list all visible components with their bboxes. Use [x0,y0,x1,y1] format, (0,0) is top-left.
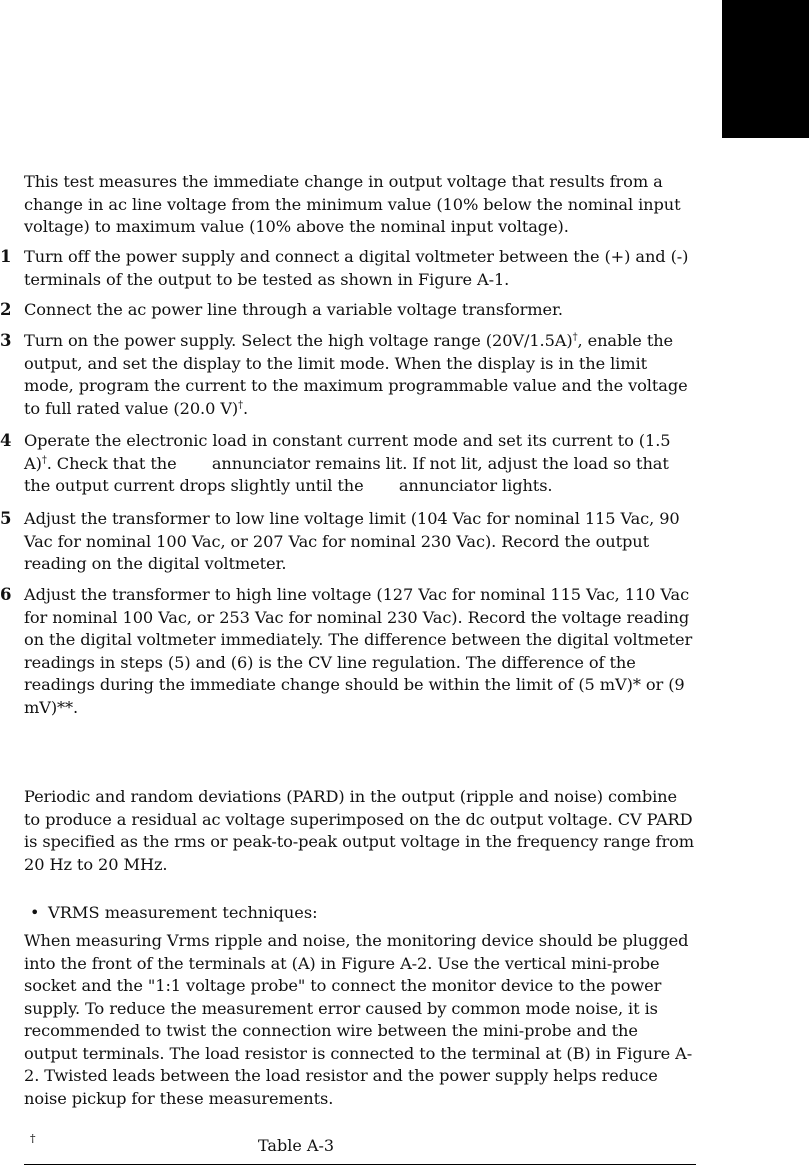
bullet-label: VRMS measurement techniques: [48,903,318,922]
bullet-icon: • [30,903,40,922]
step-3-text-part-c: . [243,398,249,418]
step-4-text-part-b: . Check that the annunciator remains lit. If not lit, adjust the load so that the output current drops slightly until the annunciator lights. [24,453,674,495]
step-1-text: Turn off the power supply and connect a digital voltmeter between the (+) and (-) terminals of the output to be tested as shown in Figure A-1. [24,247,689,289]
step-2-number: 2 [0,300,12,319]
step-6-text: Adjust the transformer to high line voltage (127 Vac for nominal 115 Vac, 110 Vac for nominal 100 Vac, or 253 Vac for nominal 230 Vac). Record the voltage reading on the digital voltmeter immediately. The difference between the digital voltmeter readings in steps (5) and (6) is the CV line regulation. The difference of the readings during the immediate change should be within the limit of (5 mV)* or (9 mV)**. [24,585,693,717]
dagger-mark: † [572,332,578,343]
section-tab-marker [722,0,809,138]
dagger-mark: † [41,454,47,466]
vrms-paragraph: When measuring Vrms ripple and noise, the monitoring device should be plugged into the front of the terminals at (A) in Figure A-2. Use the vertical mini-probe socket and the "1:1 voltage probe" to connect the monitor device to the power supply. To reduce the measurement error caused by common mode noise, it is recommended to twist the connection wire between the mini-probe and the output terminals. The load resistor is connected to the terminal at (B) in Figure A-2. Twisted leads between the load resistor and the power supply helps reduce noise pickup for these measurements. [24,931,693,1108]
step-1-number: 1 [0,247,12,266]
table-reference: Table A-3 [258,1136,335,1155]
pard-paragraph: Periodic and random deviations (PARD) in the output (ripple and noise) combine to produce a residual ac voltage superimposed on the dc output voltage. CV PARD is specified as the rms or peak-to-peak output voltage in the frequency range from 20 Hz to 20 MHz. [24,787,694,874]
step-3-text-part-b: , enable the output, and set the display to the limit mode. When the display is in the limit mode, program the current to the maximum programmable value and the voltage to full rated value (20.0 V) [24,331,688,418]
intro-paragraph: This test measures the immediate change in output voltage that results from a change in ac line voltage from the minimum value (10% below the nominal input voltage) to maximum value (10% above the nominal input voltage). [24,172,681,236]
dagger-mark: † [238,399,244,411]
step-2-text: Connect the ac power line through a variable voltage transformer. [24,300,563,319]
step-6-number: 6 [0,585,12,604]
step-5-number: 5 [0,509,12,528]
footer-divider [24,1164,696,1165]
step-3-number: 3 [0,331,12,350]
step-4-text [24,430,696,498]
step-4-number: 4 [0,431,12,450]
step-4-text-part-a: Operate the electronic load in constant current mode and set its current to (1.5 A) [24,431,676,473]
footnote-dagger: † [30,1132,36,1145]
step-3-text [24,330,696,420]
step-5-text: Adjust the transformer to low line voltage limit (104 Vac for nominal 115 Vac, 90 Vac for nominal 100 Vac, or 207 Vac for nominal 230 Vac). Record the output reading on the digital voltmeter. [24,509,680,573]
step-3-text-part-a: Turn on the power supply. Select the high voltage range (20V/1.5A) [24,331,573,350]
